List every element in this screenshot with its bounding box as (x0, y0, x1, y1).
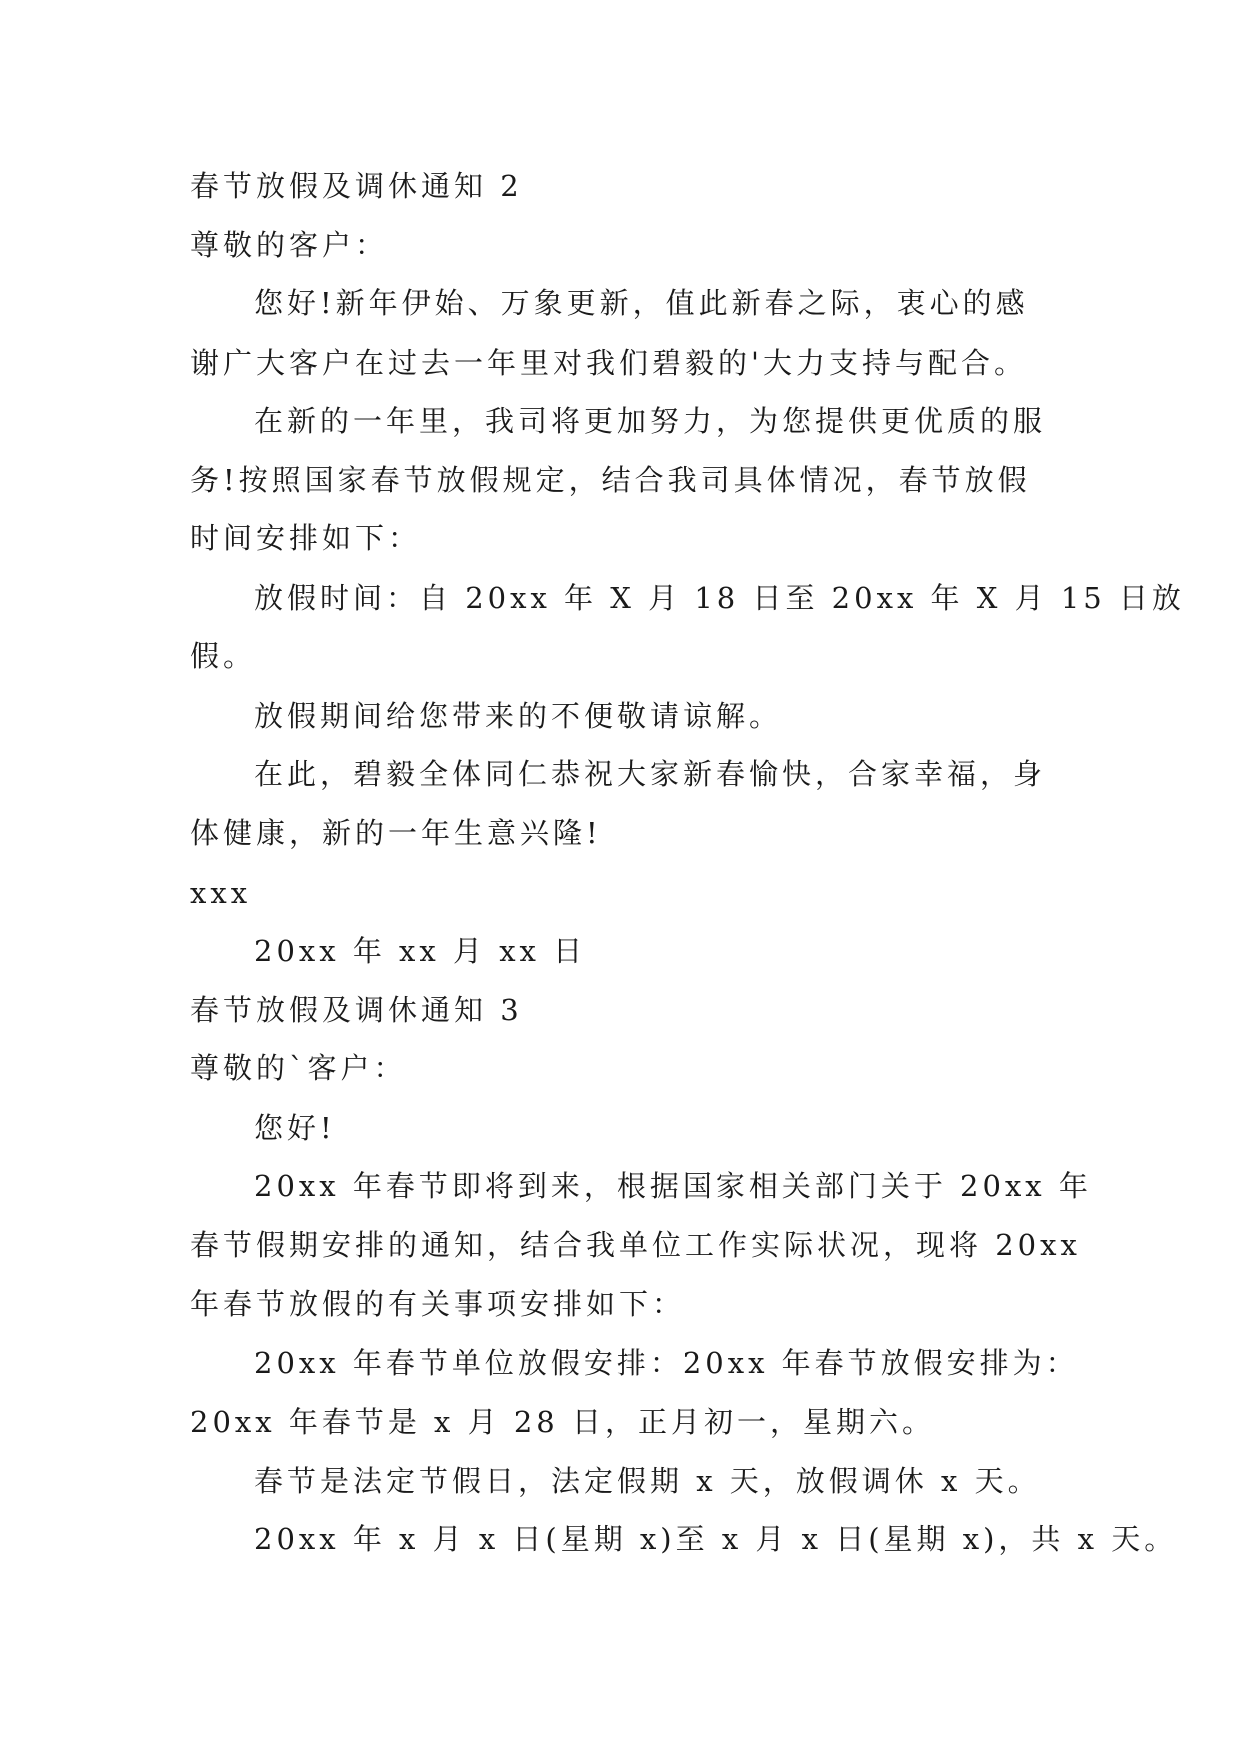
paragraph-line: 谢广大客户在过去一年里对我们碧毅的'大力支持与配合。 (190, 346, 1027, 380)
notice-title-3: 春节放假及调休通知 3 (190, 993, 523, 1027)
paragraph-line: 在新的一年里，我司将更加努力，为您提供更优质的服 (254, 404, 1047, 438)
paragraph-line: 时间安排如下： (190, 521, 422, 555)
paragraph-line: 20xx 年春节即将到来，根据国家相关部门关于 20xx 年 (254, 1169, 1092, 1203)
paragraph-line: 春节是法定节假日，法定假期 x 天，放假调休 x 天。 (254, 1464, 1041, 1498)
paragraph-line: 20xx 年春节单位放假安排：20xx 年春节放假安排为： (254, 1346, 1079, 1380)
paragraph-line: 在此，碧毅全体同仁恭祝大家新春愉快，合家幸福，身 (254, 757, 1047, 791)
paragraph-line: 放假时间：自 20xx 年 X 月 18 日至 20xx 年 X 月 15 日放 (254, 581, 1185, 615)
paragraph-line: 年春节放假的有关事项安排如下： (190, 1287, 686, 1321)
paragraph-line: 放假期间给您带来的不便敬请谅解。 (254, 699, 783, 733)
greeting: 您好! (254, 1111, 336, 1145)
paragraph-line: 20xx 年 x 月 x 日(星期 x)至 x 月 x 日(星期 x)，共 x 天。 (254, 1522, 1178, 1556)
paragraph-line: 20xx 年春节是 x 月 28 日，正月初一，星期六。 (190, 1405, 935, 1439)
paragraph-line: 务!按照国家春节放假规定，结合我司具体情况，春节放假 (190, 463, 1031, 497)
date-line: 20xx 年 xx 月 xx 日 (254, 934, 587, 968)
paragraph-line: 假。 (190, 639, 257, 673)
signature: xxx (190, 876, 252, 910)
salutation: 尊敬的`客户： (190, 1051, 407, 1085)
paragraph-line: 体健康，新的一年生意兴隆! (190, 816, 602, 850)
notice-title-2: 春节放假及调休通知 2 (190, 169, 523, 203)
paragraph-line: 春节假期安排的通知，结合我单位工作实际状况，现将 20xx (190, 1228, 1081, 1262)
paragraph-line: 您好!新年伊始、万象更新，值此新春之际，衷心的感 (254, 286, 1029, 320)
salutation: 尊敬的客户： (190, 228, 389, 262)
